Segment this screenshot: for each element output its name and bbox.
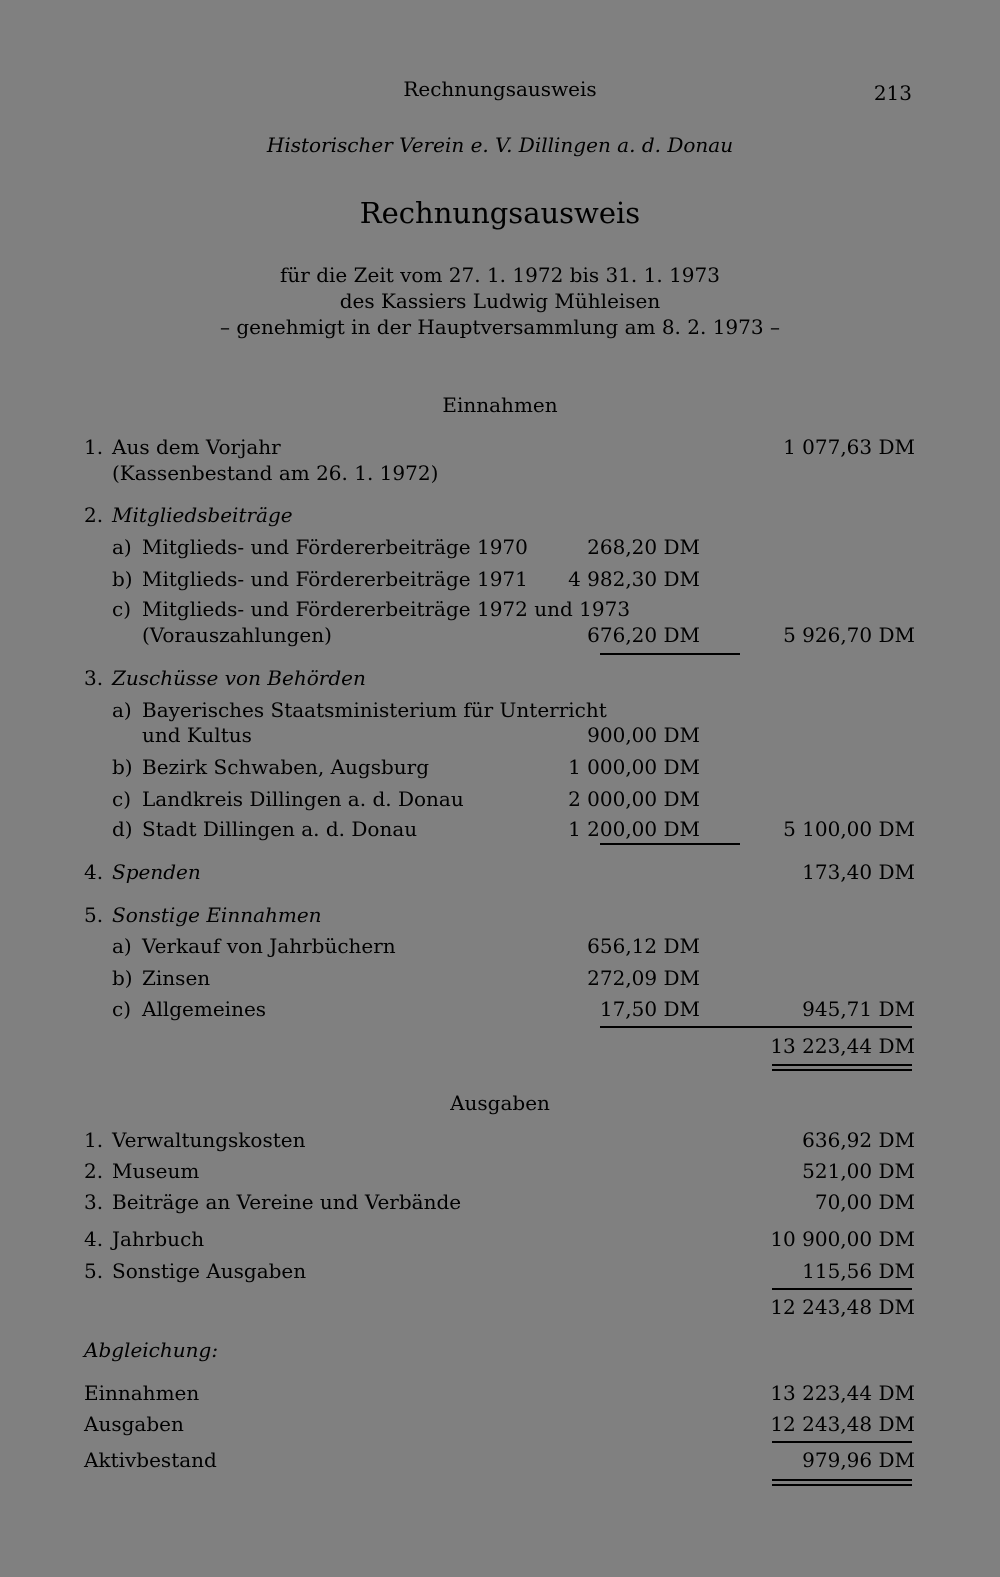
income-grand-total-double-rule	[772, 1064, 912, 1071]
page-number: 213	[873, 81, 912, 105]
income-total-rule	[600, 1026, 912, 1028]
income-3b-letter: b)	[112, 755, 133, 779]
income-2-subtotal-rule	[600, 653, 740, 655]
income-2b-label: Mitglieds- und Fördererbeiträge 1971	[142, 567, 528, 591]
income-3d-amount: 1 200,00 DM	[568, 817, 700, 841]
expense-3-number: 3.	[84, 1190, 104, 1214]
income-2a-amount: 268,20 DM	[587, 535, 700, 559]
income-3b-amount: 1 000,00 DM	[568, 755, 700, 779]
income-4-number: 4.	[84, 860, 104, 884]
expense-2-label: Museum	[112, 1159, 200, 1183]
income-3a-amount: 900,00 DM	[587, 723, 700, 747]
income-2a-label: Mitglieds- und Fördererbeiträge 1970	[142, 535, 528, 559]
income-2c-letter: c)	[112, 597, 132, 621]
expense-1-number: 1.	[84, 1128, 104, 1152]
subtitle-treasurer: des Kassiers Ludwig Mühleisen	[339, 289, 661, 313]
income-5c-label: Allgemeines	[142, 997, 267, 1021]
income-2-number: 2.	[84, 503, 104, 527]
income-1-number: 1.	[84, 435, 104, 459]
income-3d-letter: d)	[112, 817, 133, 841]
income-5-total: 945,71 DM	[802, 997, 915, 1021]
expenses-heading: Ausgaben	[450, 1091, 550, 1115]
expense-1-amount: 636,92 DM	[802, 1128, 915, 1152]
income-2b-letter: b)	[112, 567, 133, 591]
income-2c-sub: (Vorauszahlungen)	[142, 623, 332, 647]
income-5-label: Sonstige Einnahmen	[112, 903, 322, 927]
income-5b-letter: b)	[112, 966, 133, 990]
income-5b-amount: 272,09 DM	[587, 966, 700, 990]
income-5b-label: Zinsen	[142, 966, 211, 990]
income-3d-label: Stadt Dillingen a. d. Donau	[142, 817, 418, 841]
running-header-title: Rechnungsausweis	[403, 77, 597, 101]
balance-result-label: Aktivbestand	[84, 1448, 217, 1472]
expense-3-label: Beiträge an Vereine und Verbände	[112, 1190, 462, 1214]
income-5-number: 5.	[84, 903, 104, 927]
balance-expense-label: Ausgaben	[84, 1412, 184, 1436]
expense-4-amount: 10 900,00 DM	[770, 1227, 915, 1251]
income-5a-letter: a)	[112, 934, 132, 958]
income-4-label: Spenden	[112, 860, 201, 884]
subtitle-period: für die Zeit vom 27. 1. 1972 bis 31. 1. 1973	[280, 263, 720, 287]
expense-3-amount: 70,00 DM	[814, 1190, 915, 1214]
expense-1-label: Verwaltungskosten	[112, 1128, 306, 1152]
expense-4-label: Jahrbuch	[112, 1227, 205, 1251]
income-3c-amount: 2 000,00 DM	[568, 787, 700, 811]
income-3b-label: Bezirk Schwaben, Augsburg	[142, 755, 430, 779]
income-3-number: 3.	[84, 666, 104, 690]
income-3c-letter: c)	[112, 787, 132, 811]
income-5c-letter: c)	[112, 997, 132, 1021]
subtitle-approval: – genehmigt in der Hauptversammlung am 8. 2. 1973 –	[220, 315, 780, 339]
balance-expense-amount: 12 243,48 DM	[770, 1412, 915, 1436]
expense-2-amount: 521,00 DM	[802, 1159, 915, 1183]
page-title: Rechnungsausweis	[359, 196, 641, 230]
balance-income-amount: 13 223,44 DM	[770, 1381, 915, 1405]
balance-heading: Abgleichung:	[84, 1338, 219, 1362]
income-heading: Einnahmen	[442, 393, 558, 417]
income-3-label: Zuschüsse von Behörden	[112, 666, 366, 690]
balance-result-double-rule	[772, 1479, 912, 1486]
income-3a-label: Bayerisches Staatsministerium für Unterricht	[142, 698, 607, 722]
expense-5-number: 5.	[84, 1259, 104, 1283]
income-4-total: 173,40 DM	[802, 860, 915, 884]
expense-4-number: 4.	[84, 1227, 104, 1251]
expense-2-number: 2.	[84, 1159, 104, 1183]
income-5c-amount: 17,50 DM	[599, 997, 700, 1021]
income-5a-amount: 656,12 DM	[587, 934, 700, 958]
expense-5-amount: 115,56 DM	[802, 1259, 915, 1283]
balance-income-label: Einnahmen	[84, 1381, 200, 1405]
income-3-subtotal-rule	[600, 843, 740, 845]
income-2b-amount: 4 982,30 DM	[568, 567, 700, 591]
balance-result-amount: 979,96 DM	[802, 1448, 915, 1472]
expenses-total-rule	[772, 1288, 912, 1290]
income-5a-label: Verkauf von Jahrbüchern	[142, 934, 396, 958]
income-2-label: Mitgliedsbeiträge	[112, 503, 293, 527]
income-3a-letter: a)	[112, 698, 132, 722]
income-3-total: 5 100,00 DM	[783, 817, 915, 841]
income-3a-sub: und Kultus	[142, 723, 252, 747]
income-1-total: 1 077,63 DM	[783, 435, 915, 459]
income-2c-amount: 676,20 DM	[587, 623, 700, 647]
income-2a-letter: a)	[112, 535, 132, 559]
income-2-total: 5 926,70 DM	[783, 623, 915, 647]
income-grand-total: 13 223,44 DM	[770, 1034, 915, 1058]
organization-name: Historischer Verein e. V. Dillingen a. d. Donau	[266, 133, 734, 157]
income-1-label: Aus dem Vorjahr	[112, 435, 281, 459]
income-2c-label: Mitglieds- und Fördererbeiträge 1972 und 1973	[142, 597, 631, 621]
expenses-total: 12 243,48 DM	[770, 1295, 915, 1319]
expense-5-label: Sonstige Ausgaben	[112, 1259, 307, 1283]
income-1-sub: (Kassenbestand am 26. 1. 1972)	[112, 461, 439, 485]
balance-rule	[772, 1441, 912, 1443]
income-3c-label: Landkreis Dillingen a. d. Donau	[142, 787, 464, 811]
